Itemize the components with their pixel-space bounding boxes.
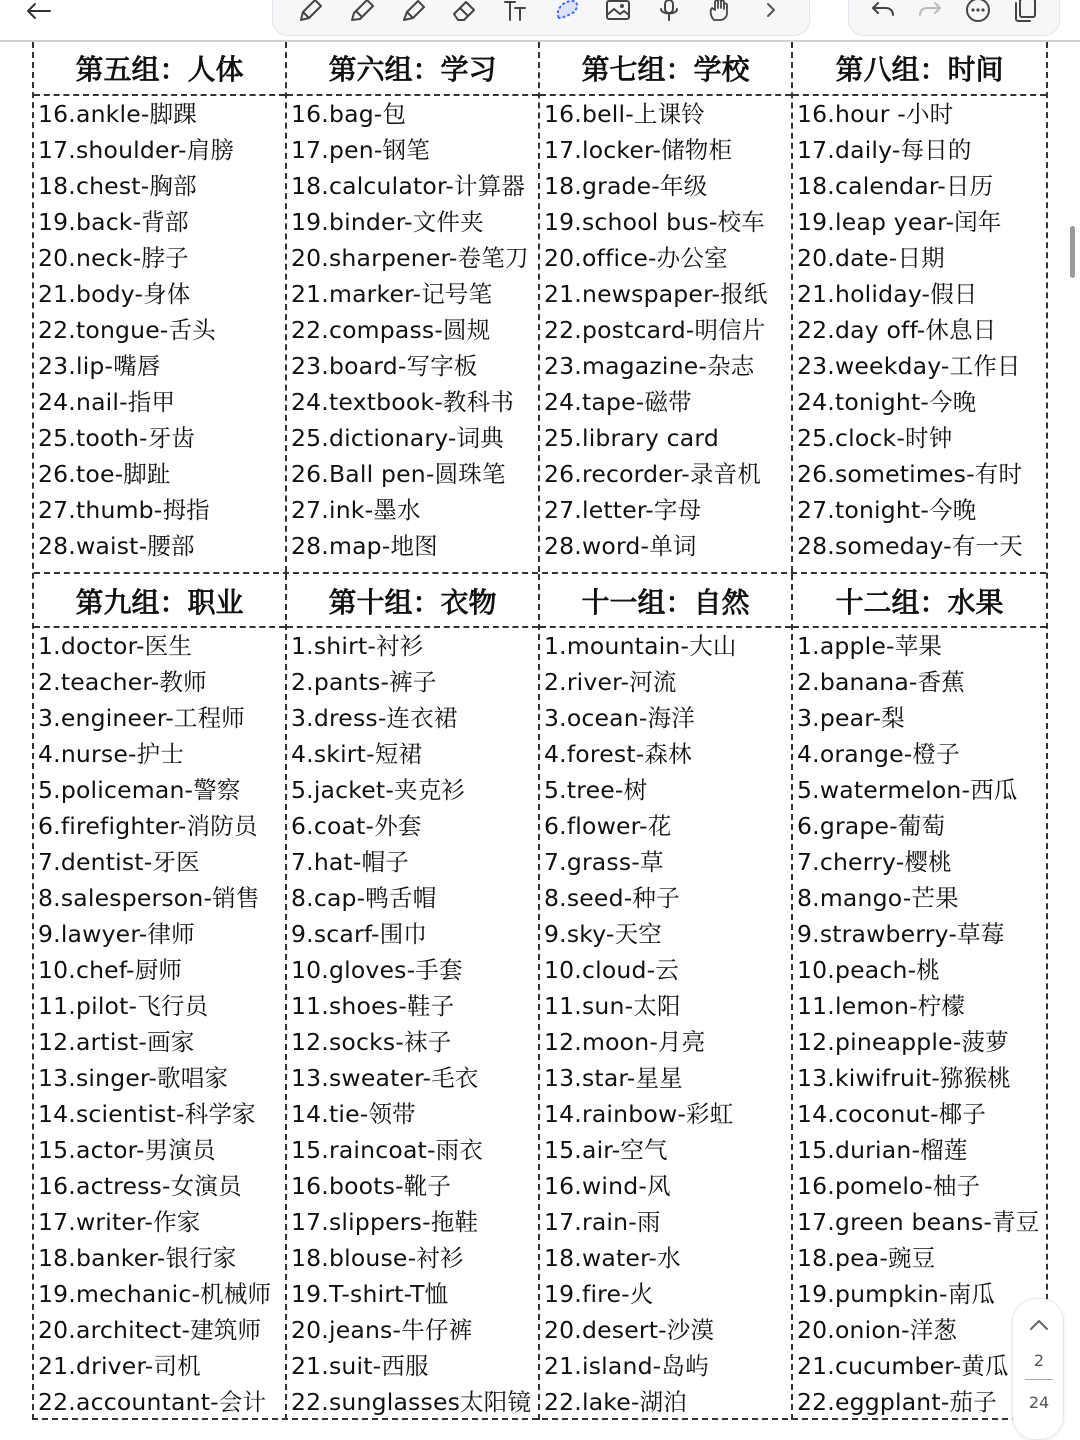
bottom-section <box>34 572 1046 1420</box>
group-column-jobs <box>34 574 287 1420</box>
word-entry: 25.dictionary-词典 <box>291 424 504 452</box>
redo-button[interactable] <box>913 0 947 23</box>
word-entry: 10.cloud-云 <box>544 956 679 984</box>
word-entry: 18.calculator-计算器 <box>291 172 526 200</box>
word-entry: 11.pilot-飞行员 <box>38 992 209 1020</box>
word-entry: 16.actress-女演员 <box>38 1172 242 1200</box>
word-entry: 5.policeman-警察 <box>38 776 241 804</box>
word-entry: 15.air-空气 <box>544 1136 668 1164</box>
group-title: 第七组：学校 <box>540 42 791 96</box>
word-entry: 25.clock-时钟 <box>797 424 953 452</box>
word-entry: 28.map-地图 <box>291 532 438 560</box>
word-entry: 16.hour -小时 <box>797 100 954 128</box>
word-entry: 23.board-写字板 <box>291 352 478 380</box>
word-entry: 25.library card <box>544 424 719 452</box>
word-entry: 9.sky-天空 <box>544 920 663 948</box>
word-entry: 13.singer-歌唱家 <box>38 1064 229 1092</box>
word-list <box>540 628 791 1420</box>
word-entry: 21.suit-西服 <box>291 1352 429 1380</box>
word-entry: 11.sun-太阳 <box>544 992 681 1020</box>
word-entry: 4.orange-橙子 <box>797 740 960 768</box>
word-entry: 20.desert-沙漠 <box>544 1316 715 1344</box>
highlighter-icon <box>399 0 427 22</box>
word-list <box>34 628 285 1420</box>
word-entry: 22.eggplant-茄子 <box>797 1388 997 1416</box>
word-entry: 21.holiday-假日 <box>797 280 978 308</box>
word-entry: 15.actor-男演员 <box>38 1136 216 1164</box>
text-tool[interactable] <box>498 0 532 23</box>
word-list <box>287 96 538 564</box>
word-entry: 19.back-背部 <box>38 208 189 236</box>
word-entry: 7.cherry-樱桃 <box>797 848 952 876</box>
word-entry: 21.body-身体 <box>38 280 191 308</box>
pages-button[interactable] <box>1008 0 1042 23</box>
word-entry: 8.salesperson-销售 <box>38 884 260 912</box>
group-title: 第九组：职业 <box>34 574 285 628</box>
word-entry: 1.shirt-衬衫 <box>291 632 424 660</box>
word-entry: 19.school bus-校车 <box>544 208 765 236</box>
word-entry: 16.bag-包 <box>291 100 407 128</box>
word-list <box>540 96 791 564</box>
eraser-icon <box>450 0 478 22</box>
word-entry: 6.grape-葡萄 <box>797 812 946 840</box>
word-entry: 17.writer-作家 <box>38 1208 201 1236</box>
group-title: 第六组：学习 <box>287 42 538 96</box>
word-entry: 24.tape-磁带 <box>544 388 692 416</box>
word-entry: 22.day off-休息日 <box>797 316 997 344</box>
word-entry: 20.sharpener-卷笔刀 <box>291 244 529 272</box>
word-entry: 9.strawberry-草莓 <box>797 920 1005 948</box>
word-entry: 25.tooth-牙齿 <box>38 424 196 452</box>
word-entry: 17.rain-雨 <box>544 1208 661 1236</box>
word-entry: 20.office-办公室 <box>544 244 728 272</box>
word-entry: 22.tongue-舌头 <box>38 316 217 344</box>
word-entry: 13.kiwifruit-猕猴桃 <box>797 1064 1012 1092</box>
word-entry: 26.recorder-录音机 <box>544 460 762 488</box>
word-entry: 16.pomelo-柚子 <box>797 1172 981 1200</box>
pencil-tool[interactable] <box>345 0 379 23</box>
eraser-tool[interactable] <box>447 0 481 23</box>
word-entry: 8.seed-种子 <box>544 884 680 912</box>
word-entry: 27.tonight-今晚 <box>797 496 977 524</box>
pen-tool[interactable] <box>294 0 328 23</box>
word-entry: 18.banker-银行家 <box>38 1244 237 1272</box>
word-entry: 27.thumb-拇指 <box>38 496 210 524</box>
word-entry: 6.firefighter-消防员 <box>38 812 258 840</box>
hand-tool[interactable] <box>703 0 737 23</box>
word-entry: 17.slippers-拖鞋 <box>291 1208 479 1236</box>
word-entry: 28.someday-有一天 <box>797 532 1023 560</box>
pencil-icon <box>348 0 376 22</box>
word-entry: 14.scientist-科学家 <box>38 1100 256 1128</box>
group-column-study <box>287 42 540 572</box>
document-actions <box>848 0 1060 36</box>
word-entry: 19.binder-文件夹 <box>291 208 484 236</box>
group-title: 第十组：衣物 <box>287 574 538 628</box>
word-entry: 9.lawyer-律师 <box>38 920 195 948</box>
word-entry: 11.shoes-鞋子 <box>291 992 455 1020</box>
word-entry: 10.gloves-手套 <box>291 956 463 984</box>
word-entry: 4.skirt-短裙 <box>291 740 423 768</box>
word-list <box>793 96 1046 564</box>
word-entry: 1.apple-苹果 <box>797 632 943 660</box>
group-title: 十二组：水果 <box>793 574 1046 628</box>
page-divider <box>1025 1379 1053 1380</box>
word-entry: 23.magazine-杂志 <box>544 352 755 380</box>
word-entry: 5.tree-树 <box>544 776 648 804</box>
word-entry: 20.neck-脖子 <box>38 244 189 272</box>
word-entry: 1.mountain-大山 <box>544 632 737 660</box>
page-indicator[interactable] <box>1012 1298 1064 1440</box>
group-column-time <box>793 42 1046 572</box>
word-entry: 20.jeans-牛仔裤 <box>291 1316 473 1344</box>
word-entry: 20.onion-洋葱 <box>797 1316 958 1344</box>
group-column-clothes <box>287 574 540 1420</box>
word-entry: 19.fire-火 <box>544 1280 654 1308</box>
word-entry: 15.raincoat-雨衣 <box>291 1136 484 1164</box>
word-entry: 26.toe-脚趾 <box>38 460 171 488</box>
image-icon <box>604 0 632 22</box>
word-entry: 10.chef-厨师 <box>38 956 183 984</box>
word-entry: 8.cap-鸭舌帽 <box>291 884 437 912</box>
group-title: 第八组：时间 <box>793 42 1046 96</box>
word-list <box>34 96 285 564</box>
word-entry: 5.jacket-夹克衫 <box>291 776 466 804</box>
total-pages: 24 <box>1028 1393 1050 1412</box>
word-entry: 3.engineer-工程师 <box>38 704 245 732</box>
word-entry: 18.pea-豌豆 <box>797 1244 936 1272</box>
word-entry: 17.green beans-青豆 <box>797 1208 1040 1236</box>
toolbar <box>0 0 1080 40</box>
top-section <box>34 42 1046 572</box>
word-entry: 7.dentist-牙医 <box>38 848 200 876</box>
word-entry: 16.ankle-脚踝 <box>38 100 197 128</box>
word-entry: 22.lake-湖泊 <box>544 1388 688 1416</box>
microphone-tool[interactable] <box>652 0 686 23</box>
word-entry: 28.word-单词 <box>544 532 697 560</box>
word-entry: 5.watermelon-西瓜 <box>797 776 1018 804</box>
word-entry: 18.water-水 <box>544 1244 681 1272</box>
word-entry: 16.boots-靴子 <box>291 1172 452 1200</box>
word-entry: 2.pants-裤子 <box>291 668 437 696</box>
word-entry: 1.doctor-医生 <box>38 632 193 660</box>
word-entry: 18.grade-年级 <box>544 172 708 200</box>
word-entry: 14.tie-领带 <box>291 1100 416 1128</box>
word-entry: 10.peach-桃 <box>797 956 940 984</box>
more-button[interactable] <box>961 0 995 23</box>
word-entry: 24.tonight-今晚 <box>797 388 977 416</box>
page-up-button[interactable] <box>1027 1317 1051 1333</box>
word-entry: 13.sweater-毛衣 <box>291 1064 479 1092</box>
word-entry: 13.star-星星 <box>544 1064 683 1092</box>
vocabulary-sheet <box>32 42 1048 1420</box>
word-entry: 12.pineapple-菠萝 <box>797 1028 1009 1056</box>
word-entry: 16.bell-上课铃 <box>544 100 705 128</box>
word-entry: 2.banana-香蕉 <box>797 668 966 696</box>
word-entry: 14.coconut-椰子 <box>797 1100 987 1128</box>
word-entry: 19.T-shirt-T恤 <box>291 1280 449 1308</box>
undo-button[interactable] <box>866 0 900 23</box>
word-entry: 17.pen-钢笔 <box>291 136 430 164</box>
word-entry: 21.island-岛屿 <box>544 1352 709 1380</box>
lasso-tool[interactable] <box>550 0 584 23</box>
back-arrow-icon <box>24 1 52 21</box>
highlighter-tool[interactable] <box>396 0 430 23</box>
word-entry: 23.lip-嘴唇 <box>38 352 161 380</box>
word-entry: 3.pear-梨 <box>797 704 905 732</box>
group-column-nature <box>540 574 793 1420</box>
word-entry: 7.hat-帽子 <box>291 848 410 876</box>
word-entry: 6.coat-外套 <box>291 812 422 840</box>
back-button[interactable] <box>18 0 58 28</box>
word-entry: 19.pumpkin-南瓜 <box>797 1280 996 1308</box>
word-entry: 6.flower-花 <box>544 812 672 840</box>
drawing-tools <box>272 0 810 36</box>
group-column-school <box>540 42 793 572</box>
word-entry: 17.daily-每日的 <box>797 136 972 164</box>
word-entry: 8.mango-芒果 <box>797 884 959 912</box>
word-entry: 24.textbook-教科书 <box>291 388 515 416</box>
group-column-fruit <box>793 574 1046 1420</box>
word-entry: 11.lemon-柠檬 <box>797 992 966 1020</box>
word-entry: 21.cucumber-黄瓜 <box>797 1352 1009 1380</box>
pages-icon <box>1011 0 1039 23</box>
word-entry: 12.socks-袜子 <box>291 1028 452 1056</box>
word-entry: 19.leap year-闰年 <box>797 208 1002 236</box>
word-entry: 14.rainbow-彩虹 <box>544 1100 734 1128</box>
word-entry: 20.date-日期 <box>797 244 945 272</box>
microphone-icon <box>655 0 683 22</box>
more-tools-chevron-icon <box>761 0 781 22</box>
word-entry: 12.moon-月亮 <box>544 1028 706 1056</box>
word-entry: 19.mechanic-机械师 <box>38 1280 272 1308</box>
current-page-number: 2 <box>1033 1351 1045 1370</box>
group-column-body <box>34 42 287 572</box>
word-entry: 27.letter-字母 <box>544 496 702 524</box>
word-entry: 22.sunglasses太阳镜 <box>291 1388 532 1416</box>
text-icon <box>501 0 529 22</box>
word-entry: 18.blouse-衬衫 <box>291 1244 464 1272</box>
word-entry: 20.architect-建筑师 <box>38 1316 262 1344</box>
word-entry: 12.artist-画家 <box>38 1028 195 1056</box>
word-entry: 23.weekday-工作日 <box>797 352 1021 380</box>
lasso-icon <box>553 0 581 22</box>
word-entry: 3.ocean-海洋 <box>544 704 695 732</box>
word-entry: 18.chest-胸部 <box>38 172 197 200</box>
word-entry: 4.forest-森林 <box>544 740 692 768</box>
word-entry: 18.calendar-日历 <box>797 172 994 200</box>
word-entry: 9.scarf-围巾 <box>291 920 428 948</box>
more-icon <box>964 0 992 23</box>
hand-icon <box>706 0 734 22</box>
word-entry: 2.teacher-教师 <box>38 668 207 696</box>
word-entry: 2.river-河流 <box>544 668 677 696</box>
chevron-up-icon <box>1027 1317 1051 1333</box>
word-entry: 22.compass-圆规 <box>291 316 491 344</box>
word-list <box>287 628 538 1420</box>
word-entry: 27.ink-墨水 <box>291 496 421 524</box>
word-entry: 28.waist-腰部 <box>38 532 195 560</box>
pen-icon <box>297 0 325 22</box>
word-entry: 21.marker-记号笔 <box>291 280 493 308</box>
word-list <box>793 628 1046 1420</box>
word-entry: 15.durian-榴莲 <box>797 1136 968 1164</box>
word-entry: 21.newspaper-报纸 <box>544 280 768 308</box>
word-entry: 22.postcard-明信片 <box>544 316 766 344</box>
undo-icon <box>869 0 897 22</box>
image-tool[interactable] <box>601 0 635 23</box>
word-entry: 26.sometimes-有时 <box>797 460 1023 488</box>
word-entry: 24.nail-指甲 <box>38 388 176 416</box>
word-entry: 16.wind-风 <box>544 1172 671 1200</box>
word-entry: 4.nurse-护士 <box>38 740 185 768</box>
redo-icon <box>916 0 944 22</box>
scrollbar-thumb[interactable] <box>1070 226 1075 278</box>
group-title: 第五组：人体 <box>34 42 285 96</box>
word-entry: 17.locker-储物柜 <box>544 136 733 164</box>
word-entry: 7.grass-草 <box>544 848 664 876</box>
group-title: 十一组：自然 <box>540 574 791 628</box>
word-entry: 21.driver-司机 <box>38 1352 201 1380</box>
word-entry: 17.shoulder-肩膀 <box>38 136 235 164</box>
word-entry: 26.Ball pen-圆珠笔 <box>291 460 506 488</box>
word-entry: 22.accountant-会计 <box>38 1388 267 1416</box>
more-tools-button[interactable] <box>754 0 788 23</box>
word-entry: 3.dress-连衣裙 <box>291 704 458 732</box>
